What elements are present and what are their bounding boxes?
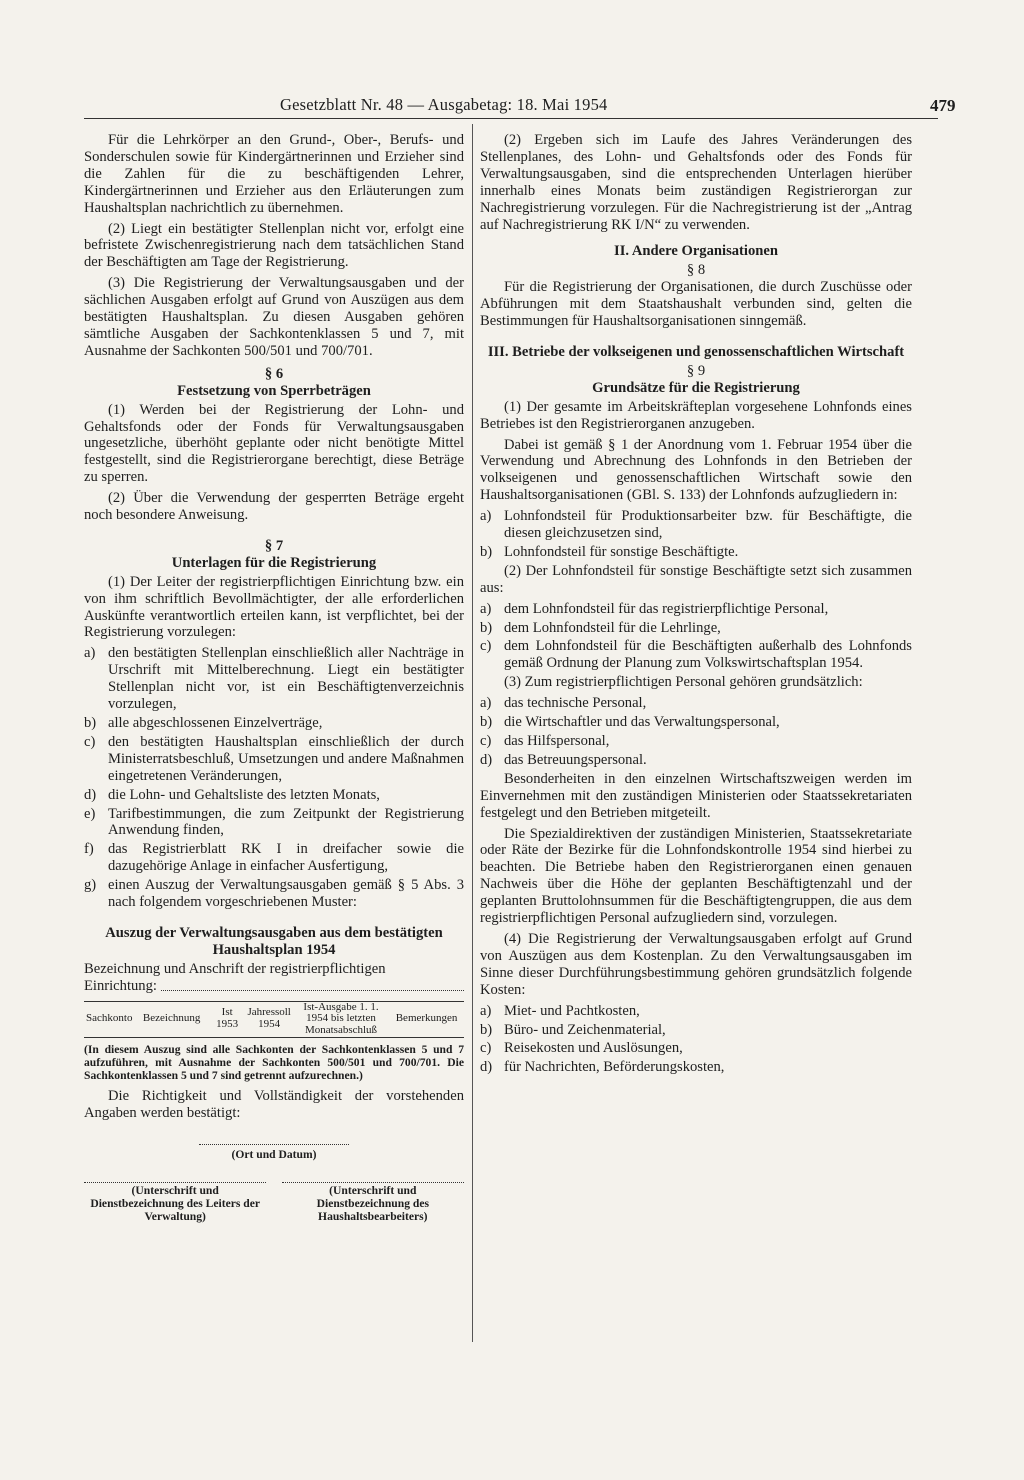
signature-row	[84, 1172, 464, 1223]
list-item: b) die Wirtschaftler und das Verwaltungspersonal,	[480, 714, 780, 731]
section-heading: II. Andere Organisationen	[614, 243, 778, 260]
signature-left: (Unterschrift und Dienstbezeichnung des Leiters der Verwaltung)	[84, 1172, 266, 1223]
list-item: g) einen Auszug der Verwaltungsausgaben gemäß § 5 Abs. 3 nach folgendem vorgeschriebenen Muster:	[84, 877, 464, 911]
paragraph: Für die Registrierung der Organisationen, die durch Zuschüsse oder Abführungen mit dem Staatshaushalt verbunden sind, gelten die Bestimmungen für Haushaltsorganisationen sinngemäß.	[480, 279, 912, 330]
paragraph: Dabei ist gemäß § 1 der Anordnung vom 1. Februar 1954 über die Verwendung und Abrechnung des Lohnfonds in den Betrieben der volkseigenen und genossenschaftlichen Wirtschaft sowie den Haushaltsorganisationen (GBl. S. 133) der Lohnfonds aufzugliedern in:	[480, 436, 912, 504]
list-item: c) Reisekosten und Auslösungen,	[480, 1040, 683, 1057]
section-number: § 9	[686, 362, 706, 379]
extract-table	[84, 1001, 464, 1038]
list-item: a) das technische Personal,	[480, 695, 647, 712]
institution-field: Einrichtung:	[84, 978, 464, 995]
paragraph: (4) Die Registrierung der Verwaltungsausgaben erfolgt auf Grund von Auszügen aus dem Kostenplan. Zu den Verwaltungsausgaben im Sinne dieser Durchführungsbestimmung gehören grundsätzlich folgende Kosten:	[480, 930, 912, 998]
paragraph: (2) Liegt ein bestätigter Stellenplan nicht vor, erfolgt eine befristete Zwischenregistrierung nach dem tatsächlichen Stand der Beschäftigten am Tage der Registrierung.	[84, 220, 464, 271]
list-item: a) Miet- und Pachtkosten,	[480, 1002, 640, 1019]
enumeration-list	[480, 1003, 912, 1077]
table-header-row	[84, 1001, 464, 1037]
extract-line: Bezeichnung und Anschrift der registrierpflichtigen	[84, 960, 386, 977]
column-header: Sachkonto	[84, 1001, 134, 1037]
paragraph: Die Spezialdirektiven der zuständigen Ministerien, Staatssekretariate oder Räte der Bezirke für die Lohnfondskontrolle 1954 sind hierbei zu beachten. Die Betriebe haben den Registrierorganen einen genauen Nachweis über die Höhe der geplanten Beschäftigtenzahl und der geplanten Bruttolohnsummen für die Beschäftigtengruppen, die aus dem registrierpflichtigen Personal aufzugliedern sind, vorzulegen.	[480, 825, 912, 927]
paragraph: (2) Ergeben sich im Laufe des Jahres Veränderungen des Stellenplanes, des Lohn- und Gehaltsfonds oder des Fonds für Verwaltungsausgaben, sind die entsprechenden Unterlagen hierüber innerhalb eines Monats beim zuständigen Registrierorgan zur Nachregistrierung vorzulegen. Für die Nachregistrierung ist der „Antrag auf Nachregistrierung RK I/N“ zu verwenden.	[480, 132, 912, 233]
enumeration-list	[480, 601, 912, 673]
column-header: Ist 1953	[209, 1001, 246, 1037]
column-header: Ist-Ausgabe 1. 1. 1954 bis letzten Monatsabschluß	[293, 1001, 389, 1037]
left-column	[84, 132, 464, 1223]
section-heading: III. Betriebe der volkseigenen und genossenschaftlichen Wirtschaft	[487, 343, 905, 360]
section-title: Grundsätze für die Registrierung	[592, 379, 800, 396]
list-item: a) Lohnfondsteil für Produktionsarbeiter bzw. für Beschäftigte, die diesen gleichzusetzen sind,	[480, 508, 912, 542]
place-date-field: (Ort und Datum)	[84, 1134, 464, 1164]
extract-title: Auszug der Verwaltungsausgaben aus dem bestätigten Haushaltsplan 1954	[105, 924, 443, 958]
list-item: b) alle abgeschlossenen Einzelverträge,	[84, 715, 323, 731]
paragraph: Besonderheiten in den einzelnen Wirtschaftszweigen werden im Einvernehmen mit den zuständigen Ministerien oder Staatssekretariaten festgelegt und den Betrieben mitgeteilt.	[480, 770, 912, 821]
list-item: d) für Nachrichten, Beförderungskosten,	[480, 1059, 725, 1076]
section-title: Festsetzung von Sperrbeträgen	[177, 382, 371, 399]
list-item: a) dem Lohnfondsteil für das registrierpflichtige Personal,	[480, 600, 829, 617]
list-item: e) Tarifbestimmungen, die zum Zeitpunkt der Registrierung Anwendung finden,	[84, 805, 464, 839]
page-number: 479	[930, 96, 956, 115]
column-header: Bemerkungen	[389, 1001, 464, 1037]
page-header: Gesetzblatt Nr. 48 — Ausgabetag: 18. Mai 1954	[280, 95, 608, 114]
confirmation-text: Die Richtigkeit und Vollständigkeit der vorstehenden Angaben werden bestätigt:	[84, 1088, 464, 1122]
paragraph: (1) Werden bei der Registrierung der Lohn- und Gehaltsfonds oder der Fonds für Verwaltungsausgaben ungesetzliche, überhöht geplante oder nicht benötigte Mittel festgestellt, sind die Registrierorgane berechtigt, diese Beträge zu sperren.	[84, 401, 464, 486]
extract-note: (In diesem Auszug sind alle Sachkonten der Sachkontenklassen 5 und 7 aufzuführen, mit Ausnahme der Sachkonten 500/501 und 700/701. Die Sachkontenklassen 5 und 7 sind getrennt aufzurechnen.)	[84, 1042, 464, 1082]
list-item: d) das Betreuungspersonal.	[480, 751, 647, 768]
list-item: a) den bestätigten Stellenplan einschließlich aller Nachträge in Urschrift mit Mittelberechnung. Liegt ein bestätigter Stellenplan nicht vor, ist ein Beschäftigtenverzeichnis vorzulegen,	[84, 645, 464, 713]
list-item: c) den bestätigten Haushaltsplan einschließlich der durch Ministerratsbeschluß, Umsetzungen und andere Maßnahmen eingetretenen Veränderungen,	[84, 733, 464, 784]
enumeration-list	[84, 645, 464, 911]
paragraph: (3) Die Registrierung der Verwaltungsausgaben und der sächlichen Ausgaben erfolgt auf Grund von Auszügen aus dem bestätigten Haushaltsplan. Zu diesen Ausgaben gehören sämtliche Ausgaben der Sachkontenklassen 5 und 7, mit Ausnahme der Sachkonten 500/501 und 700/701.	[84, 275, 464, 359]
header-rule	[84, 118, 938, 119]
column-divider	[472, 124, 473, 1342]
enumeration-list	[480, 695, 912, 769]
list-item: b) Lohnfondsteil für sonstige Beschäftigte.	[480, 543, 739, 560]
list-item: d) die Lohn- und Gehaltsliste des letzten Monats,	[84, 786, 380, 803]
list-item: c) das Hilfspersonal,	[480, 733, 610, 749]
paragraph: (3) Zum registrierpflichtigen Personal gehören grundsätzlich:	[504, 674, 863, 691]
paragraph: (1) Der gesamte im Arbeitskräfteplan vorgesehene Lohnfonds eines Betriebes ist den Registrierorganen anzugeben.	[480, 398, 912, 432]
section-number: § 6	[264, 365, 284, 382]
section-title: Unterlagen für die Registrierung	[171, 554, 377, 571]
column-header: Bezeichnung	[134, 1001, 208, 1037]
list-item: b) Büro- und Zeichenmaterial,	[480, 1021, 666, 1038]
paragraph: (2) Über die Verwendung der gesperrten Beträge ergeht noch besondere Anweisung.	[84, 490, 464, 524]
section-number: § 7	[264, 537, 284, 554]
paragraph: (1) Der Leiter der registrierpflichtigen Einrichtung bzw. ein von ihm schriftlich Bevollmächtigter, der alle erforderlichen Auskünfte verantwortlich erteilen kann, ist verpflichtet, bei der Registrierung vorzulegen:	[84, 573, 464, 641]
column-header: Jahressoll 1954	[245, 1001, 292, 1037]
list-item: f) das Registrierblatt RK I in dreifacher sowie die dazugehörige Anlage in einfacher Ausfertigung,	[84, 841, 464, 875]
list-item: c) dem Lohnfondsteil für die Beschäftigten außerhalb des Lohnfonds gemäß Ordnung der Planung zum Volkswirtschaftsplan 1954.	[480, 638, 912, 672]
signature-right: (Unterschrift und Dienstbezeichnung des Haushaltsbearbeiters)	[282, 1172, 464, 1223]
paragraph: (2) Der Lohnfondsteil für sonstige Beschäftigte setzt sich zusammen aus:	[480, 562, 912, 596]
paragraph: Für die Lehrkörper an den Grund-, Ober-, Berufs- und Sonderschulen sowie für Kindergärtnerinnen und Erzieher sind die Zahlen für die zu beschäftigenden Lehrer, Kindergärtnerinnen und Erzieher aus den Erläuterungen zum Haushaltsplan nachrichtlich zu übernehmen.	[84, 132, 464, 216]
list-item: b) dem Lohnfondsteil für die Lehrlinge,	[480, 619, 721, 636]
section-number: § 8	[686, 262, 706, 279]
right-column	[480, 132, 912, 1078]
enumeration-list	[480, 508, 912, 561]
